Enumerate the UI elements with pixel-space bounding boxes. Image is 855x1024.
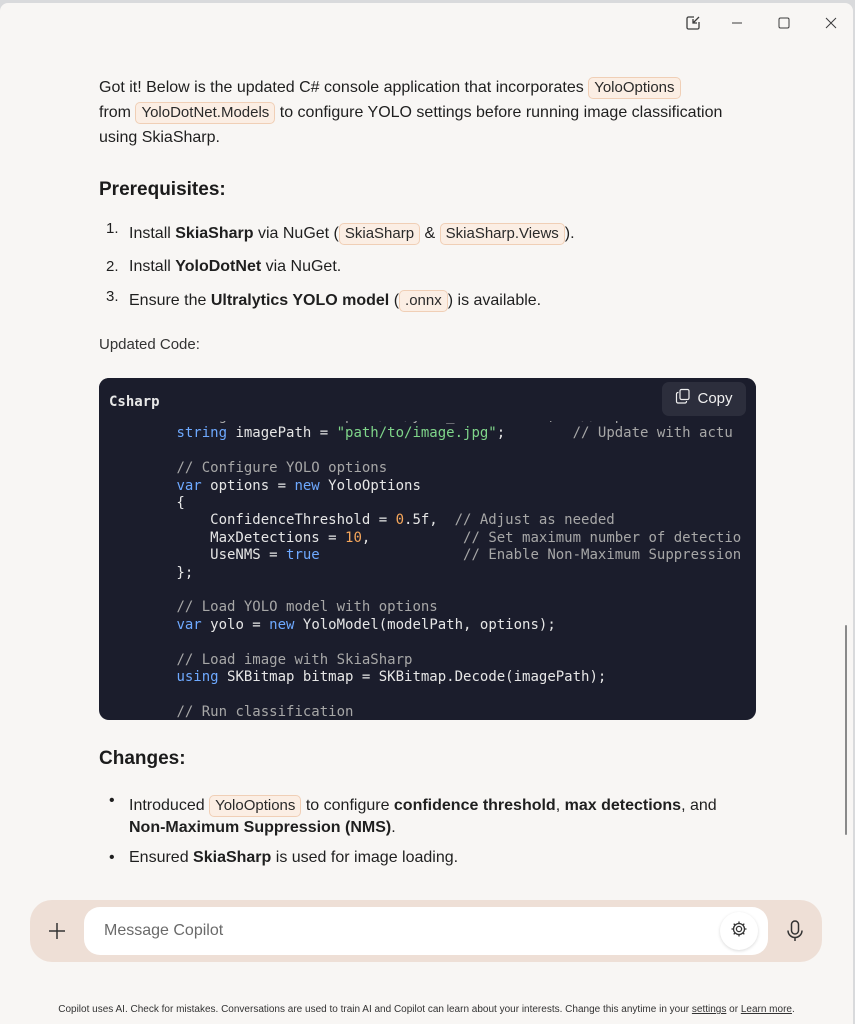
list-item-text: Ensured SkiaSharp is used for image loading. xyxy=(129,849,459,866)
maximize-icon[interactable] xyxy=(770,11,798,35)
bullet: • xyxy=(109,849,115,866)
microphone-icon[interactable] xyxy=(780,916,810,946)
intro-paragraph xyxy=(99,75,729,150)
copy-label: Copy xyxy=(697,390,733,407)
disclaimer: Copilot uses AI. Check for mistakes. Conversations are used to train AI and Copilot can learn about your interests. Change this anytime in your settings or Learn more. xyxy=(58,1004,795,1015)
code-chip: SkiaSharp xyxy=(339,223,420,245)
minimize-icon[interactable] xyxy=(723,11,751,35)
settings-link[interactable]: settings xyxy=(691,1004,727,1015)
intro-text: from xyxy=(99,104,136,121)
list-number: 1. xyxy=(106,220,119,237)
bullet: • xyxy=(109,792,115,809)
code-text: string imagePath = "path/to/image.jpg"; // Update with actu // Configure YOLO options var options = new YoloOptions { ConfidenceThreshold = 0.5f, // Adjust as needed MaxDetections = 10, // Set maximum number of detectio UseNMS = true // Enable Non-Maximum Suppression }; // Load YOLO model with options var yolo = new YoloModel(modelPath, options); // Load image with SkiaSharp using SKBitmap bitmap = SKBitmap.Decode(imagePath); // Run classification xyxy=(176,425,742,720)
intro-text: to configure YOLO settings before running image classification using SkiaSharp. xyxy=(99,104,723,146)
list-number: 3. xyxy=(106,288,119,305)
scrollbar[interactable] xyxy=(845,625,847,835)
plus-icon[interactable] xyxy=(42,916,72,946)
copy-button[interactable] xyxy=(662,382,746,416)
list-item-text: Introduced YoloOptions to configure confidence threshold, max detections, and Non-Maximum Suppression (NMS). xyxy=(129,797,717,836)
code-block-header xyxy=(99,378,756,421)
prerequisites-heading: Prerequisites: xyxy=(99,179,226,200)
code-block xyxy=(99,378,756,720)
list-item-text: Install SkiaSharp via NuGet ( SkiaSharp & SkiaSharp.Views ). xyxy=(129,223,575,245)
title-bar xyxy=(0,3,853,45)
changes-heading: Changes: xyxy=(99,748,186,769)
list-item-text: Install YoloDotNet via NuGet. xyxy=(129,258,342,275)
list-item-text: Ensure the Ultralytics YOLO model ( .onnx ) is available. xyxy=(129,290,541,312)
code-chip: YoloDotNet.Models xyxy=(135,102,275,124)
copilot-window xyxy=(0,3,853,1024)
gear-icon xyxy=(730,920,748,943)
list-number: 2. xyxy=(106,258,119,275)
code-chip: .onnx xyxy=(399,290,448,312)
updated-code-label: Updated Code: xyxy=(99,336,200,353)
code-chip: SkiaSharp.Views xyxy=(440,223,565,245)
close-icon[interactable] xyxy=(817,11,845,35)
code-chip: YoloOptions xyxy=(588,77,680,99)
composer xyxy=(30,900,822,962)
message-input[interactable]: Message Copilot xyxy=(84,907,768,955)
code-chip: YoloOptions xyxy=(209,795,301,817)
copy-icon xyxy=(675,388,691,411)
code-language: Csharp xyxy=(109,394,160,410)
learn-more-link[interactable]: Learn more xyxy=(740,1004,792,1015)
settings-button[interactable] xyxy=(720,912,758,950)
popout-icon[interactable] xyxy=(679,11,707,35)
intro-text: Got it! Below is the updated C# console application that incorporates xyxy=(99,79,589,96)
scroll-fade xyxy=(0,871,853,895)
